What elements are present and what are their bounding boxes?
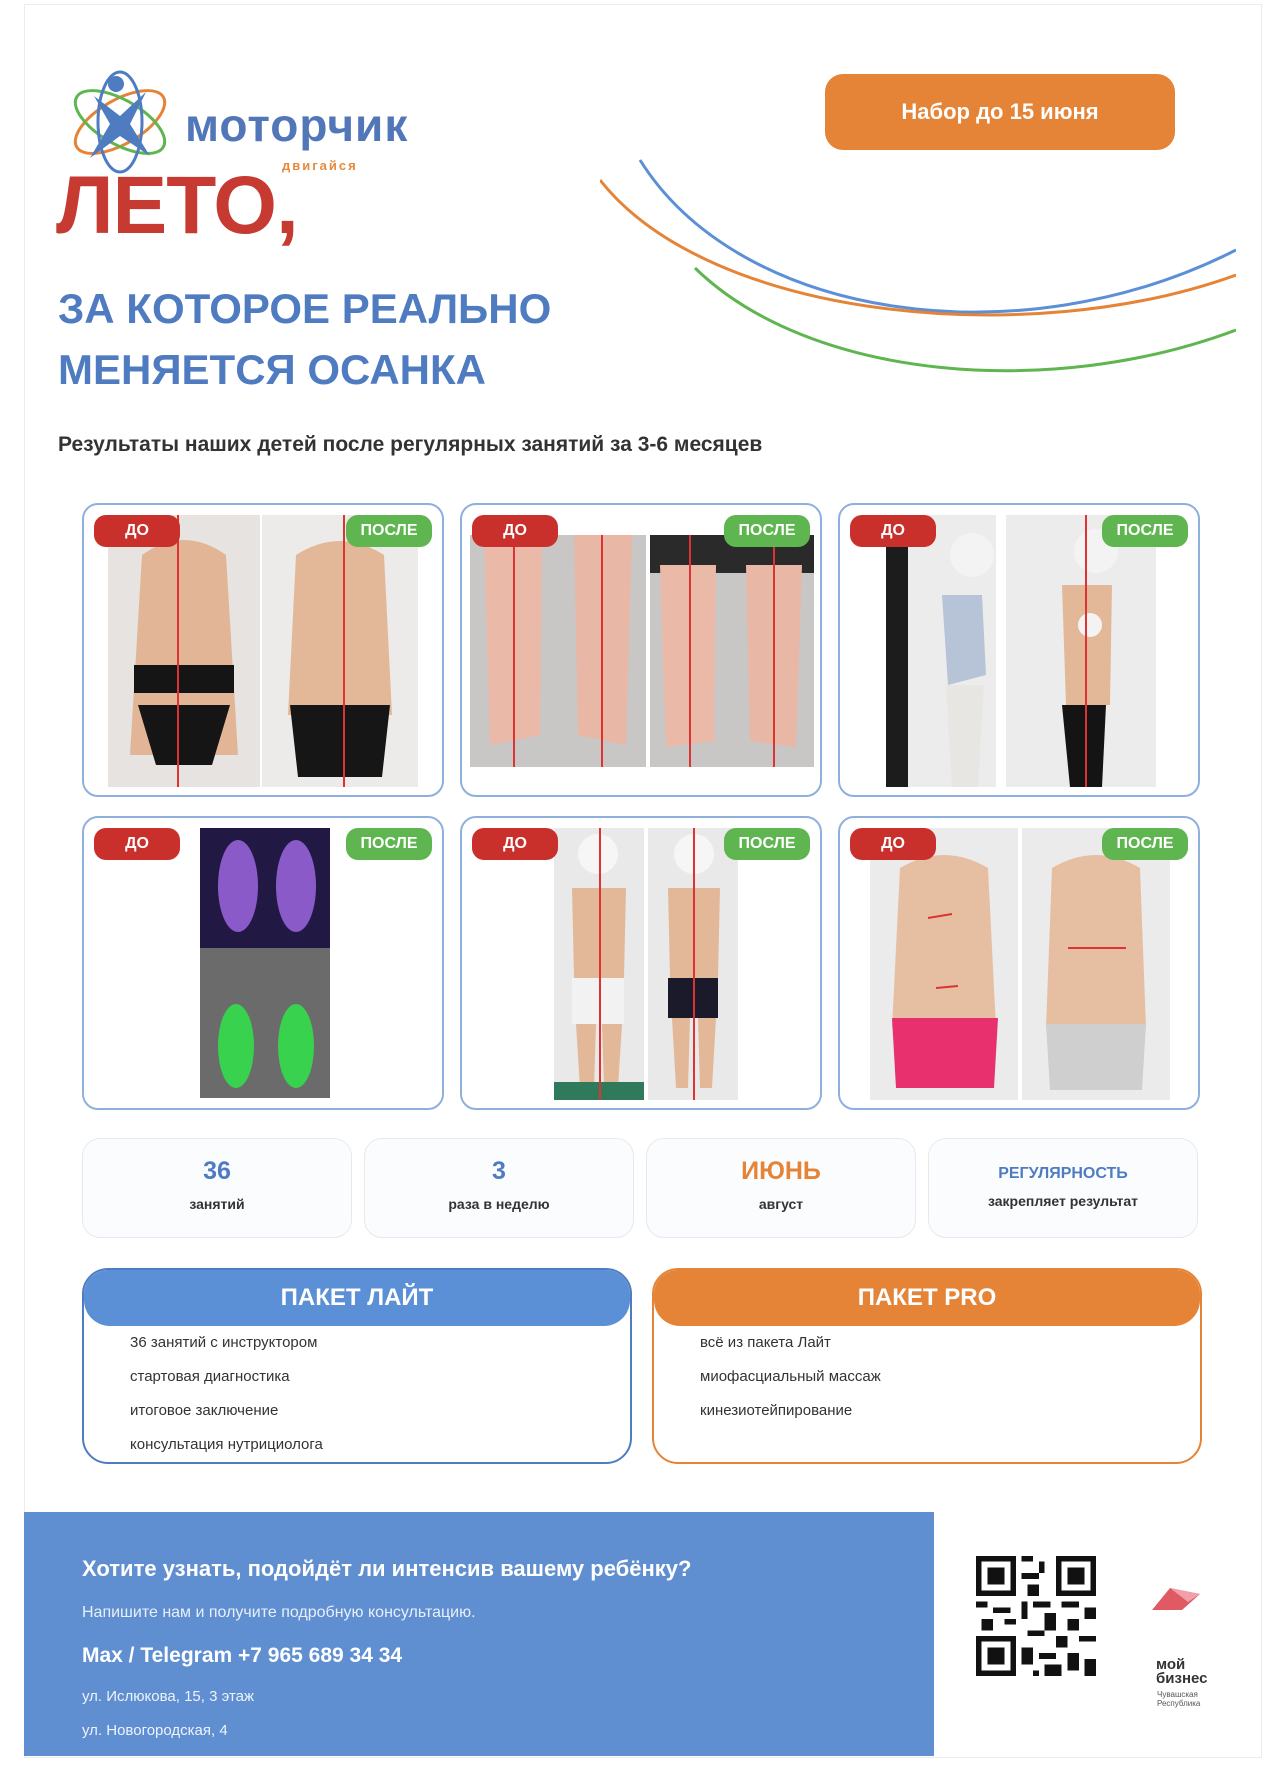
- result-card-back-2: [838, 816, 1200, 1110]
- before-photo: [200, 828, 330, 948]
- result-card-side: [838, 503, 1200, 797]
- contact-phone-link[interactable]: Max / Telegram +7 965 689 34 34: [82, 1644, 403, 1667]
- decorative-arcs: [600, 150, 1236, 450]
- brand-tagline: двигайся: [282, 158, 358, 173]
- package-item: консультация нутрициолога: [130, 1436, 323, 1453]
- before-photo: [108, 515, 260, 787]
- legs-after-image: [650, 535, 814, 767]
- package-lite-title: ПАКЕТ ЛАЙТ: [84, 1270, 630, 1326]
- after-photo: [650, 535, 814, 767]
- package-item: итоговое заключение: [130, 1402, 279, 1419]
- address-1: ул. Ислюкова, 15, 3 этаж: [82, 1688, 255, 1705]
- before-tag: ДО: [472, 828, 558, 860]
- after-tag: ПОСЛЕ: [346, 828, 432, 860]
- stat-period: [646, 1138, 916, 1238]
- result-card-back: [82, 503, 444, 797]
- headline-line-1: ЗА КОТОРОЕ РЕАЛЬНО: [58, 285, 552, 332]
- headline-title: ЛЕТО,: [56, 160, 298, 251]
- partner-logo-text: [1156, 1658, 1208, 1686]
- before-photo: [870, 828, 1018, 1100]
- before-tag: ДО: [850, 515, 936, 547]
- front-after-image: [648, 828, 738, 1100]
- partner-region: [1157, 1690, 1200, 1708]
- brand-name: моторчик: [185, 99, 409, 151]
- qr-code-icon[interactable]: [976, 1556, 1096, 1676]
- after-tag: ПОСЛЕ: [724, 828, 810, 860]
- before-tag: ДО: [472, 515, 558, 547]
- partner-name-line-1: мой: [1156, 1656, 1186, 1673]
- stat-caption: август: [758, 1196, 804, 1212]
- after-tag: ПОСЛЕ: [1102, 828, 1188, 860]
- package-lite-list: [84, 1326, 630, 1462]
- result-card-feet: [82, 816, 444, 1110]
- feet-before-image: [200, 828, 330, 948]
- before-photo: [886, 515, 996, 787]
- legs-before-image: [470, 535, 646, 767]
- before-tag: ДО: [94, 515, 180, 547]
- stat-value: РЕГУЛЯРНОСТЬ: [998, 1165, 1128, 1182]
- after-photo: [200, 948, 330, 1098]
- before-photo: [554, 828, 644, 1100]
- contact-subtitle: Напишите нам и получите подробную консультацию.: [82, 1604, 476, 1621]
- after-tag: ПОСЛЕ: [724, 515, 810, 547]
- package-item: 36 занятий с инструктором: [130, 1334, 318, 1351]
- stat-caption: закрепляет результат: [987, 1193, 1139, 1209]
- back2-before-image: [870, 828, 1018, 1100]
- after-tag: ПОСЛЕ: [1102, 515, 1188, 547]
- before-tag: ДО: [94, 828, 180, 860]
- contact-panel: [24, 1512, 934, 1756]
- after-tag: ПОСЛЕ: [346, 515, 432, 547]
- back-before-image: [108, 515, 260, 787]
- partner-flag-icon: [1148, 1584, 1204, 1614]
- stat-value: 3: [492, 1157, 506, 1185]
- package-item: всё из пакета Лайт: [700, 1334, 831, 1351]
- package-item: кинезиотейпирование: [700, 1402, 853, 1419]
- after-photo: [1006, 515, 1156, 787]
- back-after-image: [262, 515, 418, 787]
- address-2: ул. Новогородская, 4: [82, 1722, 228, 1739]
- stat-frequency: [364, 1138, 634, 1238]
- partner-name-line-2: бизнес: [1156, 1670, 1208, 1687]
- before-tag: ДО: [850, 828, 936, 860]
- headline-line-2: МЕНЯЕТСЯ ОСАНКА: [58, 346, 486, 393]
- side-after-image: [1006, 515, 1156, 787]
- stat-sessions: [82, 1138, 352, 1238]
- back2-after-image: [1022, 828, 1170, 1100]
- side-before-image: [886, 515, 996, 787]
- stat-value: ИЮНЬ: [741, 1157, 821, 1185]
- package-lite[interactable]: [82, 1268, 632, 1464]
- result-card-legs: [460, 503, 822, 797]
- partner-region-line-2: Республика: [1157, 1699, 1201, 1708]
- package-pro-title: ПАКЕТ PRO: [654, 1270, 1200, 1326]
- after-photo: [262, 515, 418, 787]
- partner-region-line-1: Чувашская: [1157, 1690, 1198, 1699]
- after-photo: [648, 828, 738, 1100]
- stat-caption: раза в неделю: [448, 1196, 550, 1212]
- package-pro[interactable]: [652, 1268, 1202, 1464]
- front-before-image: [554, 828, 644, 1100]
- after-photo: [1022, 828, 1170, 1100]
- package-item: стартовая диагностика: [130, 1368, 290, 1385]
- result-card-front: [460, 816, 822, 1110]
- enrollment-badge[interactable]: Набор до 15 июня: [825, 74, 1175, 150]
- stat-caption: занятий: [189, 1196, 245, 1212]
- contact-question: Хотите узнать, подойдёт ли интенсив вашему ребёнку?: [82, 1556, 692, 1581]
- before-photo: [470, 535, 646, 767]
- results-lead: Результаты наших детей после регулярных занятий за 3-6 месяцев: [58, 433, 763, 456]
- stat-regularity: [928, 1138, 1198, 1238]
- stat-value: 36: [203, 1157, 231, 1185]
- package-item: миофасциальный массаж: [700, 1368, 881, 1385]
- headline-subtitle: [58, 278, 551, 400]
- feet-after-image: [200, 948, 330, 1098]
- package-pro-list: [654, 1326, 1200, 1428]
